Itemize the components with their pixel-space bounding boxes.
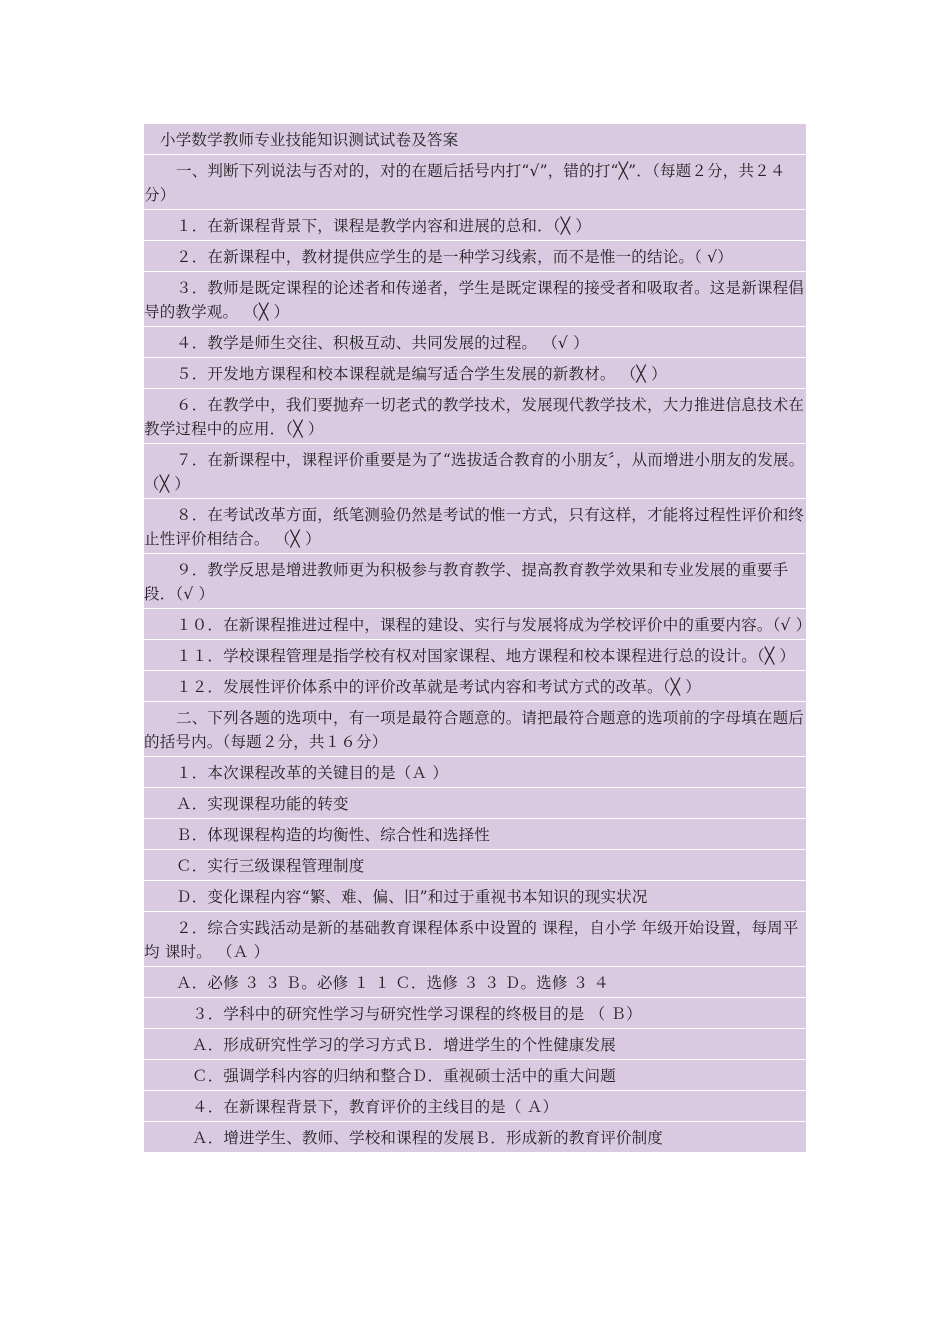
question-stem: ２．综合实践活动是新的基础教育课程体系中设置的 课程，自小学 年级开始设置，每周平均 课时。 （Ａ ） (144, 912, 806, 967)
question-item: ９．教学反思是增进教师更为积极参与教育教学、提高教育教学效果和专业发展的重要手段．（√ ） (144, 554, 806, 609)
question-item: ５．开发地方课程和校本课程就是编写适合学生发展的新教材。 （╳ ） (144, 358, 806, 389)
section1-heading: 一、判断下列说法与否对的，对的在题后括号内打“√”，错的打“╳”．（每题２分，共２４分） (144, 155, 806, 210)
option-line: Ａ．必修 ３ ３ Ｂ。必修 １ １ Ｃ．选修 ３ ３ Ｄ。选修 ３ ４ (144, 967, 806, 998)
option-line: Ｃ．强调学科内容的归纳和整合Ｄ．重视硕士活中的重大问题 (144, 1060, 806, 1091)
question-item: １０．在新课程推进过程中，课程的建设、实行与发展将成为学校评价中的重要内容。（√ ） (144, 609, 806, 640)
option-line: Ｂ．体现课程构造的均衡性、综合性和选择性 (144, 819, 806, 850)
question-stem: ４．在新课程背景下，教育评价的主线目的是（ Ａ） (144, 1091, 806, 1122)
option-line: Ａ．形成研究性学习的学习方式Ｂ．增进学生的个性健康发展 (144, 1029, 806, 1060)
document-title: 小学数学教师专业技能知识测试试卷及答案 (144, 124, 806, 155)
option-line: Ｃ．实行三级课程管理制度 (144, 850, 806, 881)
option-line: Ａ．实现课程功能的转变 (144, 788, 806, 819)
question-item: ３．教师是既定课程的论述者和传递者，学生是既定课程的接受者和吸取者。这是新课程倡导的教学观。 （╳ ） (144, 272, 806, 327)
option-line: Ａ．增进学生、教师、学校和课程的发展Ｂ．形成新的教育评价制度 (144, 1122, 806, 1153)
question-stem: ３．学科中的研究性学习与研究性学习课程的终极目的是 （ Ｂ） (144, 998, 806, 1029)
question-item: ４．教学是师生交往、积极互动、共同发展的过程。 （√ ） (144, 327, 806, 358)
document-body (144, 124, 812, 1153)
question-item: ６．在教学中，我们要抛弃一切老式的教学技术，发展现代教学技术，大力推进信息技术在教学过程中的应用．（╳ ） (144, 389, 806, 444)
question-stem: １．本次课程改革的关键目的是（Ａ ） (144, 757, 806, 788)
question-item: １１．学校课程管理是指学校有权对国家课程、地方课程和校本课程进行总的设计。（╳ ） (144, 640, 806, 671)
question-item: １２．发展性评价体系中的评价改革就是考试内容和考试方式的改革。（╳ ） (144, 671, 806, 702)
question-item: ２．在新课程中，教材提供应学生的是一种学习线索，而不是惟一的结论。（ √） (144, 241, 806, 272)
question-item: １．在新课程背景下，课程是教学内容和进展的总和．（╳ ） (144, 210, 806, 241)
question-item: ７．在新课程中，课程评价重要是为了“选拔适合教育的小朋友〞，从而增进小朋友的发展。（╳ ） (144, 444, 806, 499)
section2-heading: 二、下列各题的选项中，有一项是最符合题意的。请把最符合题意的选项前的字母填在题后的括号内。（每题２分，共１６分） (144, 702, 806, 757)
question-item: ８．在考试改革方面，纸笔测验仍然是考试的惟一方式，只有这样，才能将过程性评价和终止性评价相结合。 （╳ ） (144, 499, 806, 554)
option-line: Ｄ．变化课程内容“繁、难、偏、旧”和过于重视书本知识的现实状况 (144, 881, 806, 912)
